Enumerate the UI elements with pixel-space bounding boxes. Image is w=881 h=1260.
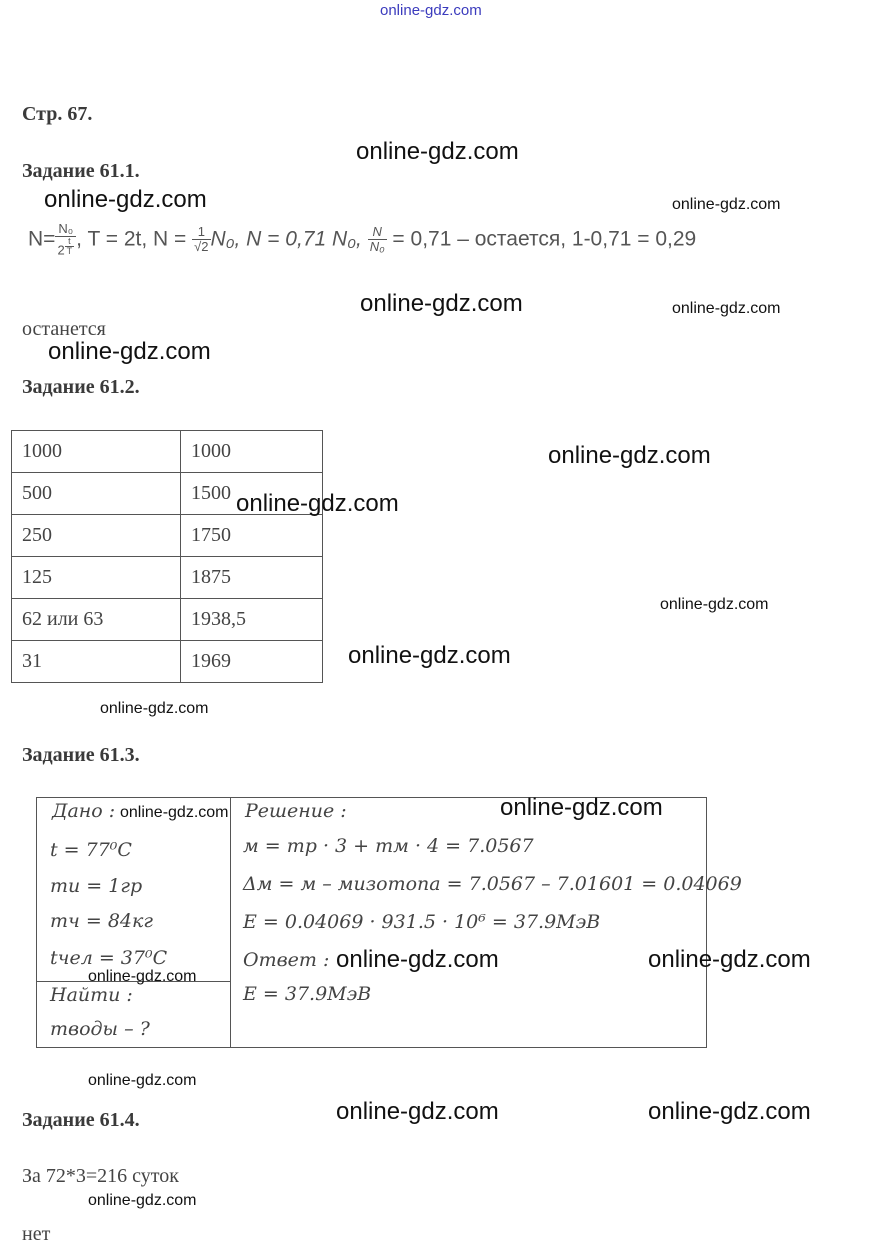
watermark: online-gdz.com: [44, 186, 207, 213]
watermark: online-gdz.com: [88, 1072, 197, 1089]
formula-part3b: N₀,: [332, 227, 362, 251]
table-cell: 1000: [181, 431, 323, 473]
page-title: Стр. 67.: [22, 103, 93, 125]
frac3-denominator: N₀: [369, 239, 385, 255]
table-cell: 1969: [181, 641, 323, 683]
table-cell: 250: [12, 515, 181, 557]
formula-frac-n0-over-2tT: [55, 222, 76, 258]
watermark: online-gdz.com: [88, 1192, 197, 1209]
formula-frac-n-over-n0: [368, 225, 387, 254]
frac2-numerator: 1: [192, 225, 210, 240]
frac1-numerator: N₀: [55, 222, 76, 237]
table-row: [12, 557, 323, 599]
watermark: online-gdz.com: [660, 596, 769, 613]
table-cell: 500: [12, 473, 181, 515]
task-61-4-line1: За 72*3=216 суток: [22, 1165, 179, 1187]
solution-line: E = 0.04069 · 931.5 · 10⁶ = 37.9МэВ: [243, 911, 601, 933]
table-cell: 1875: [181, 557, 323, 599]
table-cell: 62 или 63: [12, 599, 181, 641]
task-61-1-title: Задание 61.1.: [22, 160, 140, 182]
solution-label: Решение :: [245, 800, 347, 822]
solution-line: Δм = м – мизотопа = 7.0567 – 7.01601 = 0.04069: [243, 873, 742, 895]
table-cell: 1000: [12, 431, 181, 473]
table-cell: 125: [12, 557, 181, 599]
watermark: online-gdz.com: [348, 642, 511, 669]
answer-value: E = 37.9МэВ: [243, 983, 372, 1005]
watermark: online-gdz.com: [672, 300, 781, 317]
watermark: online-gdz.com: [336, 1098, 499, 1125]
watermark: online-gdz.com: [48, 338, 211, 365]
answer-label: Ответ :: [243, 949, 330, 971]
frac3-numerator: N: [368, 225, 387, 240]
watermark: online-gdz.com: [336, 946, 499, 973]
given-item: mч = 84кг: [50, 910, 153, 932]
site-header-link[interactable]: online-gdz.com: [380, 2, 482, 19]
solution-line: м = mp · 3 + mм · 4 = 7.0567: [243, 835, 534, 857]
watermark: online-gdz.com: [548, 442, 711, 469]
frac1-denominator: [55, 237, 76, 258]
table-row: [12, 599, 323, 641]
task-61-4-line2: нет: [22, 1223, 51, 1245]
task-61-1-tail: останется: [22, 318, 106, 340]
table-row: [12, 641, 323, 683]
table-cell: 1750: [181, 515, 323, 557]
given-item: t = 77⁰C: [50, 839, 132, 861]
task-61-1-formula: [28, 222, 696, 258]
frac1-den-base: 2: [57, 242, 65, 258]
formula-part3: N₀, N = 0,71: [210, 227, 327, 251]
find-item: mводы – ?: [50, 1018, 150, 1040]
watermark: online-gdz.com: [360, 290, 523, 317]
given-item: tчел = 37⁰C: [50, 947, 168, 969]
given-label: Дано :: [52, 800, 116, 822]
watermark: online-gdz.com: [672, 196, 781, 213]
formula-frac-1-over-sqrt2: [192, 225, 210, 254]
frac1-exponent: [65, 237, 75, 256]
formula-n-eq: N=: [28, 227, 56, 251]
table-cell: 1500: [181, 473, 323, 515]
task-61-2-table: [11, 430, 323, 683]
find-label: Найти :: [50, 984, 133, 1006]
exp-num: t: [65, 237, 75, 247]
table-cell: 1938,5: [181, 599, 323, 641]
watermark: online-gdz.com: [500, 794, 663, 821]
exp-den: T: [66, 246, 73, 256]
watermark: online-gdz.com: [356, 138, 519, 165]
watermark: online-gdz.com: [120, 804, 229, 821]
watermark: online-gdz.com: [88, 968, 197, 985]
task-61-4-title: Задание 61.4.: [22, 1109, 140, 1131]
formula-part4: = 0,71 – остается, 1-0,71 = 0,29: [392, 227, 697, 251]
watermark: online-gdz.com: [100, 700, 209, 717]
table-cell: 31: [12, 641, 181, 683]
table-row: [12, 431, 323, 473]
frac2-denominator: √2: [194, 239, 209, 255]
task-61-3-title: Задание 61.3.: [22, 744, 140, 766]
watermark: online-gdz.com: [236, 490, 399, 517]
watermark: online-gdz.com: [648, 946, 811, 973]
table-row: [12, 515, 323, 557]
box-divider-vertical: [230, 798, 231, 1047]
formula-part2: , T = 2t, N =: [76, 227, 193, 251]
task-61-2-title: Задание 61.2.: [22, 376, 140, 398]
given-item: mи = 1гр: [50, 875, 143, 897]
watermark: online-gdz.com: [648, 1098, 811, 1125]
